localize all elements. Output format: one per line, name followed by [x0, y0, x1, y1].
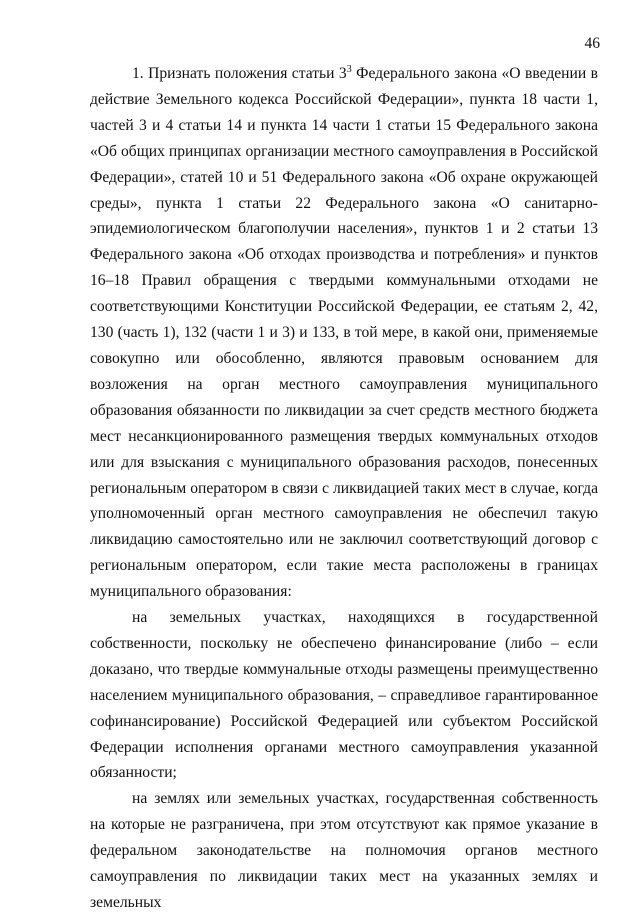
page-number: 46 [584, 35, 600, 52]
paragraph-text-part-2: Федерального закона «О введении в действие Земельного кодекса Российской Федерации», пункта 18 части 1, частей 3 и 4 статьи 14 и пункта 14 части 1 статьи 15 Федерального закона «Об общих принципах организации местного самоуправления в Российской Федерации», статей 10 и 51 Федерального закона «Об охране окружающей среды», пункта 1 статьи 22 Федерального закона «О санитарно-эпидемиологическом благополучии населения», пунктов 1 и 2 статьи 13 Федерального закона «Об отходах производства и потребления» и пунктов 16–18 Правил обращения с твердыми коммунальными отходами не соответствующими Конституции Российской Федерации, ее статьям 2, 42, 130 (часть 1), 132 (части 1 и 3) и 133, в той мере, в какой они, применяемые совокупно или обособленно, являются правовым основанием для возложения на орган местного самоуправления муниципального образования обязанности по ликвидации за счет средств местного бюджета мест несанкционированного размещения твердых коммунальных отходов или для взыскания с муниципального образования расходов, понесенных региональным оператором в связи с ликвидацией таких мест в случае, когда уполномоченный орган местного самоуправления не обеспечил такую ликвидацию самостоятельно или не заключил соответствующий договор с региональным оператором, если такие места расположены в границах муниципального образования: [90, 65, 598, 601]
paragraph-resolution-item-1 [90, 61, 598, 605]
paragraph-undivided-land: на землях или земельных участках, государственная собственность на которые не разграничена, при этом отсутствуют как прямое указание в федеральном законодательстве на полномочия органов местного самоуправления по ликвидации таких мест на указанных землях и земельных [90, 790, 598, 911]
superscript-article-number: 3 [346, 64, 352, 75]
document-body [90, 61, 598, 916]
paragraph-state-owned-land: на земельных участках, находящихся в государственной собственности, поскольку не обеспечено финансирование (либо – если доказано, что твердые коммунальные отходы размещены преимущественно населением муниципального образования, – справедливое гарантированное софинансирование) Российской Федерацией или субъектом Российской Федерации исполнения органами местного самоуправления указанной обязанности; [90, 609, 598, 782]
paragraph-text-part-1: 1. Признать положения статьи 3 [132, 65, 347, 82]
